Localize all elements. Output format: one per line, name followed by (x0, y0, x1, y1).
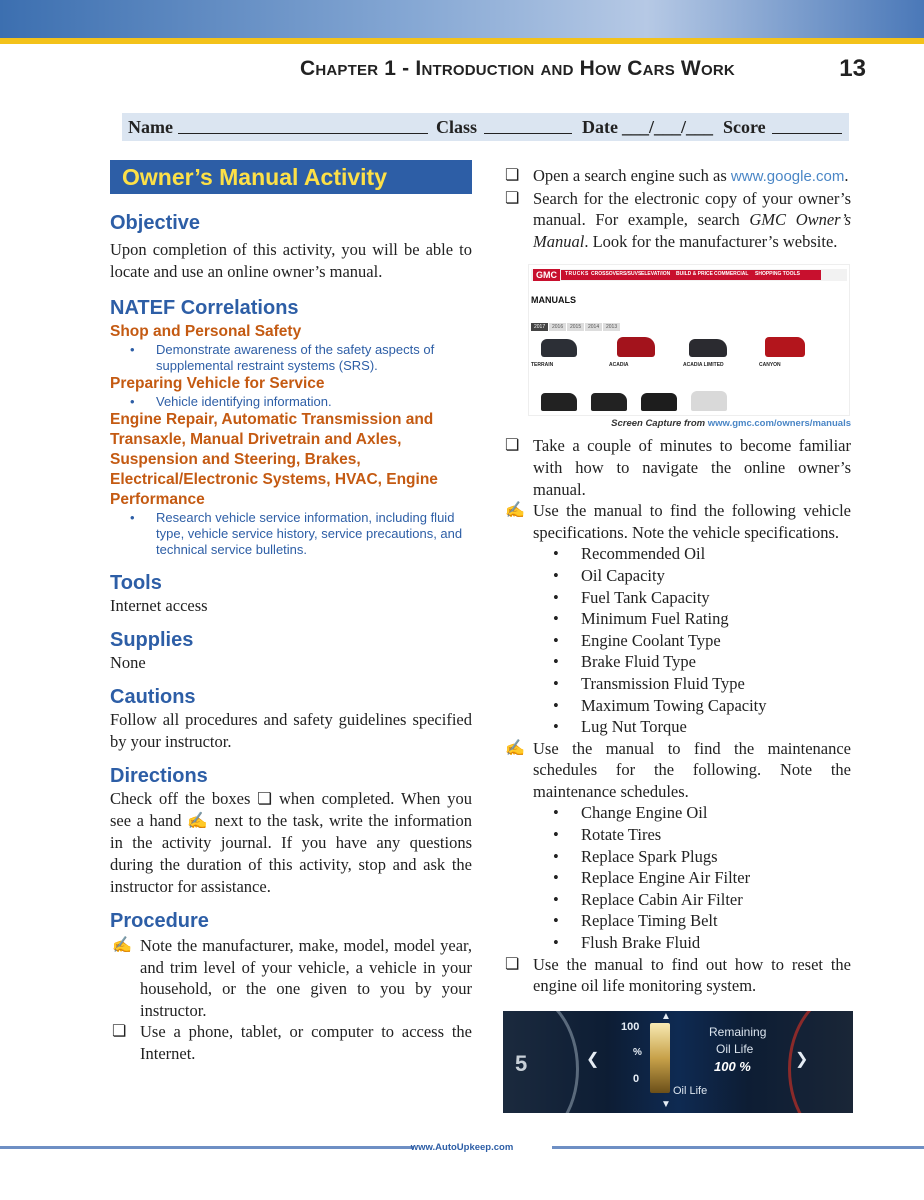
gmc-nav-item[interactable]: ELEVAT/ION (641, 271, 671, 278)
spec-item: • Maximum Towing Capacity (503, 695, 851, 717)
maintenance-item: • Flush Brake Fluid (503, 932, 851, 954)
oil-life-value: 100 % (714, 1058, 751, 1074)
checkbox-icon[interactable]: ❏ (112, 1023, 127, 1041)
natef-bullet: • Demonstrate awareness of the safety aspects of supplemental restraint systems (SRS). (110, 342, 472, 374)
gmc-year-tab[interactable]: 2013 (603, 323, 620, 331)
natef-bullet: • Vehicle identifying information. (110, 394, 472, 410)
objective-text: Upon completion of this activity, you will be able to locate and use an online owner’s manual. (110, 240, 472, 281)
procedure-step (503, 500, 851, 543)
spec-item: • Engine Coolant Type (503, 630, 851, 652)
directions-text (110, 788, 472, 898)
checkbox-icon[interactable]: ❏ (505, 437, 520, 455)
maintenance-item: • Replace Timing Belt (503, 910, 851, 932)
step-text: Open a search engine such as (533, 166, 727, 185)
gmc-nav-item[interactable]: COMMERCIAL (714, 271, 749, 278)
maintenance-item: • Replace Cabin Air Filter (503, 889, 851, 911)
up-arrow-icon: ▲ (661, 1010, 671, 1022)
cautions-heading: Cautions (110, 686, 196, 708)
step-punct: . (844, 166, 849, 185)
procedure-step (503, 954, 851, 997)
car-image (541, 393, 577, 411)
procedure-step (503, 738, 851, 803)
checkbox-icon[interactable]: ❏ (505, 955, 520, 973)
gear-indicator: 5 (515, 1050, 528, 1076)
step-emphasis: GMC Owner’s Manual (533, 210, 852, 251)
step-text: Take a couple of minutes to become familiar with how to navigate the online owner’s manual. (533, 436, 851, 499)
page-number: 13 (839, 55, 866, 82)
procedure-step (503, 165, 851, 188)
checkbox-icon[interactable]: ❏ (505, 167, 520, 184)
class-line[interactable] (484, 133, 572, 134)
car-image (591, 393, 627, 411)
step-text: Use the manual to find out how to reset the engine oil life monitoring system. (533, 954, 851, 996)
header-stripe (0, 38, 924, 44)
name-bar (122, 113, 849, 141)
natef-heading: NATEF Correlations (110, 297, 299, 319)
spec-item: • Transmission Fluid Type (503, 673, 851, 695)
gmc-nav-item[interactable]: TRUCKS (565, 271, 589, 278)
directions-part1: Check off the boxes (110, 789, 251, 808)
left-arrow-icon: ❮ (586, 1050, 600, 1068)
car-image (765, 337, 805, 357)
date-label: Date (582, 117, 618, 137)
car-model-label: ACADIA LIMITED (683, 362, 724, 369)
spec-item: • Brake Fluid Type (503, 651, 851, 673)
procedure-step (503, 435, 851, 500)
car-model-label: ACADIA (609, 362, 629, 369)
writing-hand-icon: ✍ (112, 937, 132, 954)
directions-heading: Directions (110, 765, 208, 787)
oil-life-dashboard-image (503, 1011, 853, 1113)
checkbox-icon[interactable]: ❏ (505, 189, 520, 207)
remaining-label: Remaining (709, 1024, 767, 1039)
scale-unit: % (633, 1046, 642, 1058)
spec-item: • Fuel Tank Capacity (503, 587, 851, 609)
step-text: Use a phone, tablet, or computer to access the Internet. (140, 1022, 472, 1063)
car-model-label: TERRAIN (531, 362, 554, 369)
step-text: Note the manufacturer, make, model, model year, and trim level of your vehicle, a vehicle in your household, or the one given to you by your instructor. (140, 936, 472, 1020)
gmc-nav-item[interactable]: SHOPPING TOOLS (755, 271, 800, 278)
supplies-heading: Supplies (110, 629, 194, 651)
procedure-step (110, 1021, 472, 1064)
maintenance-item: • Replace Engine Air Filter (503, 867, 851, 889)
cautions-text: Follow all procedures and safety guidelines specified by your instructor. (110, 710, 472, 751)
right-column (503, 165, 851, 1113)
car-image (617, 337, 655, 357)
oil-life-bottom-label: Oil Life (673, 1084, 708, 1097)
procedure-heading: Procedure (110, 910, 209, 932)
gmc-nav-item[interactable]: CROSSOVERS/SUVS (591, 271, 642, 278)
gmc-year-tabs (531, 323, 631, 331)
screenshot-caption (503, 418, 851, 429)
procedure-step (503, 188, 851, 253)
objective-heading: Objective (110, 212, 201, 234)
down-arrow-icon: ▼ (661, 1098, 671, 1110)
caption-text: Screen Capture from (611, 418, 706, 430)
class-label: Class (436, 117, 478, 137)
step-text: Search for the electronic copy of your owner’s manual. For example, search (533, 188, 851, 230)
directions-part3: next to the task, write the information in the activity journal. If you have any questions during the duration of this activity, stop and ask the instructor for assistance. (110, 811, 473, 896)
left-column (110, 160, 472, 1065)
car-model-label: CANYON (759, 362, 781, 369)
tools-heading: Tools (110, 572, 162, 594)
spec-item: • Recommended Oil (503, 543, 851, 565)
spec-item: • Lug Nut Torque (503, 716, 851, 738)
maintenance-item: • Replace Spark Plugs (503, 846, 851, 868)
directions-part2: when completed. When you see a hand (110, 789, 473, 830)
gmc-year-tab[interactable]: 2014 (585, 323, 602, 331)
maintenance-item: • Change Engine Oil (503, 802, 851, 824)
google-link[interactable]: www.google.com (730, 168, 845, 185)
chapter-title: Chapter 1 - Introduction and How Cars Work (300, 57, 735, 80)
oil-level-bar (650, 1023, 670, 1093)
supplies-text: None (110, 653, 146, 672)
step-text: . Look for the manufacturer’s website. (584, 231, 838, 251)
name-label: Name (128, 117, 173, 137)
oil-life-label: Oil Life (716, 1041, 754, 1056)
car-image (691, 391, 727, 411)
spec-item: • Minimum Fuel Rating (503, 608, 851, 630)
right-arrow-icon: ❯ (795, 1050, 809, 1068)
caption-link[interactable]: www.gmc.com/owners/manuals (707, 418, 851, 430)
gmc-nav-bar (531, 269, 847, 281)
footer-url[interactable]: www.AutoUpkeep.com (410, 1142, 514, 1153)
natef-group-title: Shop and Personal Safety (110, 323, 302, 340)
car-image (641, 393, 677, 411)
maintenance-item: • Rotate Tires (503, 824, 851, 846)
checkbox-icon: ❏ (257, 789, 273, 808)
natef-group-title: Preparing Vehicle for Service (110, 375, 325, 392)
gmc-year-tab[interactable]: 2015 (567, 323, 584, 331)
date-blank[interactable]: ___/___/___ (622, 117, 714, 137)
step-text: Use the manual to find the maintenance schedules for the following. Note the maintenance schedules. (533, 738, 851, 801)
score-label: Score (723, 117, 766, 137)
car-image (689, 339, 727, 357)
natef-bullet: • Research vehicle service information, including fluid type, vehicle service history, service precautions, and technical service bulletins. (110, 510, 472, 558)
procedure-step (110, 935, 472, 1021)
natef-group-title: Engine Repair, Automatic Transmission and Transaxle, Manual Drivetrain and Axles, Suspension and Steering, Brakes, Electrical/Electronic Systems, HVAC, Engine Performance (110, 411, 438, 508)
writing-hand-icon: ✍ (505, 739, 525, 757)
car-image (541, 339, 577, 357)
scale-bottom: 0 (633, 1072, 640, 1085)
step-text: Use the manual to find the following vehicle specifications. Note the vehicle specifications. (533, 501, 851, 542)
name-line[interactable] (178, 133, 428, 134)
spec-item: • Oil Capacity (503, 565, 851, 587)
tools-text: Internet access (110, 596, 208, 615)
scale-top: 100 (621, 1020, 640, 1033)
gmc-nav-item[interactable]: BUILD & PRICE (676, 271, 713, 278)
score-line[interactable] (772, 133, 842, 134)
writing-hand-icon: ✍ (505, 502, 525, 520)
gmc-year-tab[interactable]: 2017 (531, 323, 548, 331)
gmc-year-tab[interactable]: 2016 (549, 323, 566, 331)
activity-title: Owner’s Manual Activity (110, 160, 472, 194)
gmc-manuals-screenshot (528, 264, 850, 416)
writing-hand-icon: ✍ (187, 811, 210, 830)
gmc-manuals-title: MANUALS (531, 295, 576, 306)
header-band (0, 0, 924, 38)
gmc-logo: GMC (533, 269, 560, 281)
